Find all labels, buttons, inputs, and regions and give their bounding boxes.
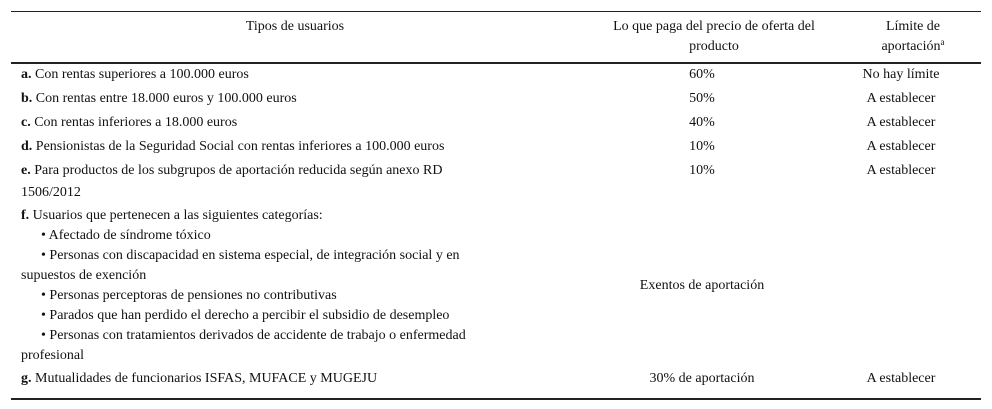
row-pays: 60% (689, 67, 715, 82)
list-item: • Personas con tratamientos derivados de accidente de trabajo o enfermedad (41, 328, 466, 343)
list-item: • Personas con discapacidad en sistema especial, de integración social y en (41, 248, 460, 263)
row-limit: A establecer (866, 139, 936, 154)
table-header-rule (11, 62, 981, 64)
table-bottom-rule (11, 398, 981, 400)
table-row: a. Con rentas superiores a 100.000 euros (21, 67, 249, 82)
table-row: b. Con rentas entre 18.000 euros y 100.000 euros (21, 91, 297, 106)
list-item-continuation: profesional (21, 348, 84, 363)
header-limit: Límite de aportación$^a$ (881, 19, 945, 54)
table-row: e. Para productos de los subgrupos de aportación reducida según anexo RD 1506/2012 (21, 163, 443, 200)
row-pays-exempt: Exentos de aportación (639, 278, 765, 293)
table-top-rule (11, 11, 981, 12)
row-pays: 40% (689, 115, 715, 130)
row-pays: 50% (689, 91, 715, 106)
table-row: d. Pensionistas de la Seguridad Social con rentas inferiores a 100.000 euros (21, 139, 445, 154)
table-row: c. Con rentas inferiores a 18.000 euros (21, 115, 238, 130)
row-limit: No hay límite (862, 67, 940, 82)
list-item: • Parados que han perdido el derecho a percibir el subsidio de desempleo (41, 308, 450, 323)
footnote-marker: a (940, 37, 945, 47)
row-limit: A establecer (866, 163, 936, 178)
table-row: g. Mutualidades de funcionarios ISFAS, MUFACE y MUGEJU (21, 371, 378, 386)
table-row: f. Usuarios que pertenecen a las siguientes categorías: • Afectado de síndrome tóxico • Personas con discapacidad en sistema especial, de integración social y en supuestos de exención • Personas perceptoras de pensiones no contributivas • Parados que han perdido el derecho a percibir el subsidio de desempleo • Personas con tratamientos derivados de accidente de trabajo o enfermedad profesional (21, 206, 466, 366)
row-limit: A establecer (866, 91, 936, 106)
row-pays: 10% (689, 163, 715, 178)
list-item: • Personas perceptoras de pensiones no contributivas (41, 288, 337, 303)
list-item: • Afectado de síndrome tóxico (41, 228, 211, 243)
header-user-types: Tipos de usuarios (245, 19, 345, 34)
header-pays: Lo que paga del precio de oferta del producto (613, 19, 815, 54)
list-item-continuation: supuestos de exención (21, 268, 147, 283)
row-limit: A establecer (866, 371, 936, 386)
row-limit: A establecer (866, 115, 936, 130)
row-pays: 30% de aportación (649, 371, 755, 386)
row-pays: 10% (689, 139, 715, 154)
